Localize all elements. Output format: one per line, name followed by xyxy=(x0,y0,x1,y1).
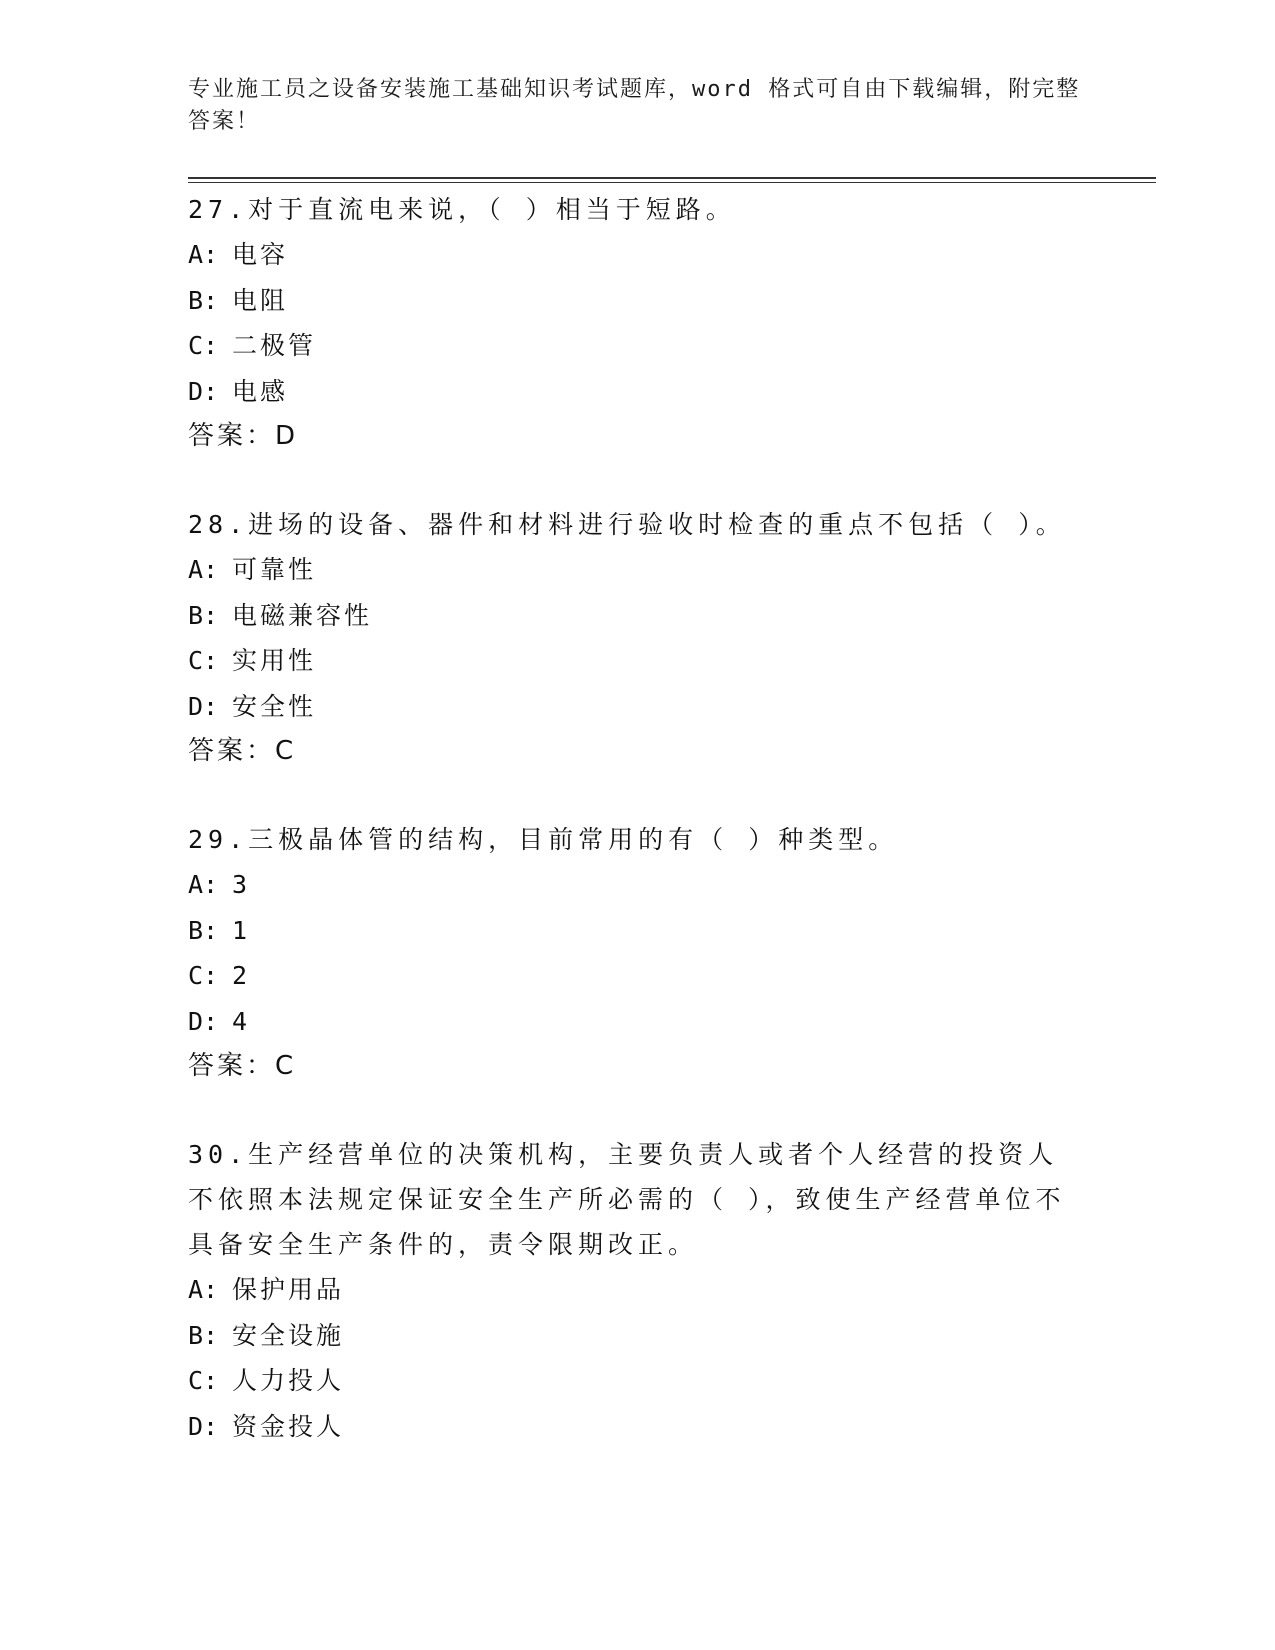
option-text: 实用性 xyxy=(232,646,317,675)
option-text: 安全性 xyxy=(232,691,317,721)
question-stem: 30.生产经营单位的决策机构，主要负责人或者个人经营的投资人不依照本法规定保证安全生产所必需的（ ），致使生产经营单位不具备安全生产条件的，责令限期改正。 xyxy=(188,1140,1066,1259)
option-a xyxy=(188,547,1088,593)
option-text: 可靠性 xyxy=(232,555,317,584)
answer-line: 答案：C xyxy=(188,1051,297,1081)
answer-line: 答案：D xyxy=(188,421,299,451)
option-b xyxy=(188,908,1088,954)
option-letter: D: xyxy=(188,376,219,406)
option-text: 安全设施 xyxy=(232,1320,345,1350)
option-text: 资金投人 xyxy=(232,1411,345,1441)
question-28 xyxy=(188,502,1088,774)
option-letter: A: xyxy=(188,240,219,269)
option-c xyxy=(188,1358,1088,1404)
option-d xyxy=(188,1404,1088,1450)
option-text: 1 xyxy=(232,915,251,945)
option-letter: C: xyxy=(188,961,219,990)
option-letter: C: xyxy=(188,1366,219,1395)
option-text: 3 xyxy=(232,870,251,899)
option-text: 二极管 xyxy=(232,331,317,360)
option-text: 人力投人 xyxy=(232,1366,345,1395)
option-a xyxy=(188,862,1088,908)
document-header: 专业施工员之设备安装施工基础知识考试题库，word 格式可自由下载编辑，附完整答案！ xyxy=(188,77,1081,134)
option-letter: D: xyxy=(188,1006,219,1036)
option-letter: C: xyxy=(188,646,219,675)
question-27 xyxy=(188,187,1088,459)
option-b xyxy=(188,1313,1088,1359)
option-letter: B: xyxy=(188,600,219,630)
question-29 xyxy=(188,817,1088,1089)
option-c xyxy=(188,638,1088,684)
option-letter: D: xyxy=(188,691,219,721)
option-letter: A: xyxy=(188,870,219,899)
option-text: 保护用品 xyxy=(232,1275,345,1304)
option-c xyxy=(188,953,1088,999)
option-text: 电容 xyxy=(232,240,289,269)
question-stem: 29.三极晶体管的结构，目前常用的有（ ）种类型。 xyxy=(188,825,899,854)
option-text: 2 xyxy=(232,961,251,990)
option-letter: A: xyxy=(188,555,219,584)
option-a xyxy=(188,1267,1088,1313)
option-d xyxy=(188,999,1088,1045)
question-30 xyxy=(188,1132,1088,1449)
option-letter: C: xyxy=(188,331,219,360)
option-a xyxy=(188,232,1088,278)
answer-line: 答案：C xyxy=(188,736,297,766)
option-b xyxy=(188,278,1088,324)
header-divider-thick xyxy=(188,177,1156,179)
option-text: 4 xyxy=(232,1006,251,1036)
header-divider-thin xyxy=(188,182,1156,183)
option-d xyxy=(188,369,1088,415)
option-letter: D: xyxy=(188,1411,219,1441)
option-letter: B: xyxy=(188,285,219,315)
option-c xyxy=(188,323,1088,369)
option-d xyxy=(188,684,1088,730)
question-stem: 27.对于直流电来说，（ ）相当于短路。 xyxy=(188,195,736,224)
option-b xyxy=(188,593,1088,639)
option-text: 电感 xyxy=(232,376,289,406)
question-stem: 28.进场的设备、器件和材料进行验收时检查的重点不包括（ ）。 xyxy=(188,510,1066,539)
option-text: 电磁兼容性 xyxy=(232,600,373,630)
option-text: 电阻 xyxy=(232,285,289,315)
option-letter: A: xyxy=(188,1275,219,1304)
option-letter: B: xyxy=(188,1320,219,1350)
option-letter: B: xyxy=(188,915,219,945)
